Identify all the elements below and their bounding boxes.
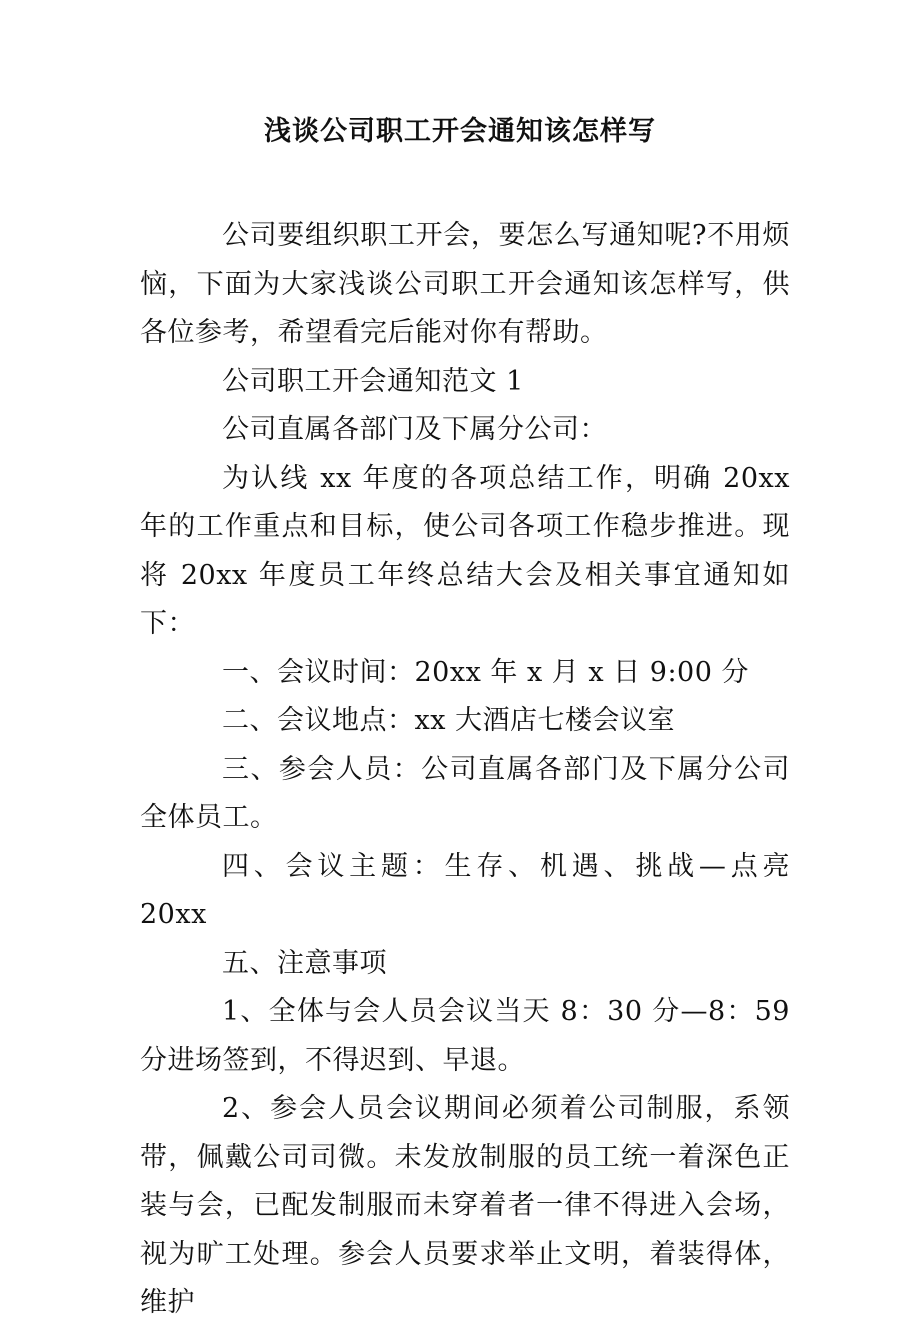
document-title: 浅谈公司职工开会通知该怎样写 <box>264 116 656 147</box>
purpose-paragraph: 为认线 xx 年度的各项总结工作，明确 20xx 年的工作重点和目标，使公司各项工作稳步推进。现将 20xx 年度员工年终总结大会及相关事宜通知如下： <box>140 462 790 639</box>
notes-heading: 五、注意事项 <box>222 947 387 979</box>
note-item-2: 2、参会人员会议期间必须着公司制服，系领带，佩戴公司司微。未发放制服的员工统一着深色正装与会，已配发制服而未穿着者一律不得进入会场，视为旷工处理。参会人员要求举止文明，着装得体，维护 <box>140 1093 790 1318</box>
intro-paragraph: 公司要组织职工开会，要怎么写通知呢?不用烦恼，下面为大家浅谈公司职工开会通知该怎样写，供各位参考，希望看完后能对你有帮助。 <box>140 220 790 348</box>
meeting-time: 一、会议时间：20xx 年 x 月 x 日 9:00 分 <box>222 656 749 688</box>
meeting-theme: 四、会议主题：生存、机遇、挑战—点亮 20xx <box>140 850 790 930</box>
addressee: 公司直属各部门及下属分公司： <box>222 414 607 445</box>
document-body <box>140 212 790 1328</box>
note-item-1: 1、全体与会人员会议当天 8：30 分—8：59 分进场签到，不得迟到、早退。 <box>140 996 790 1076</box>
sample-heading: 公司职工开会通知范文 1 <box>222 365 524 397</box>
meeting-location: 二、会议地点：xx 大酒店七楼会议室 <box>222 705 676 736</box>
meeting-attendees: 三、参会人员：公司直属各部门及下属分公司全体员工。 <box>140 753 790 833</box>
